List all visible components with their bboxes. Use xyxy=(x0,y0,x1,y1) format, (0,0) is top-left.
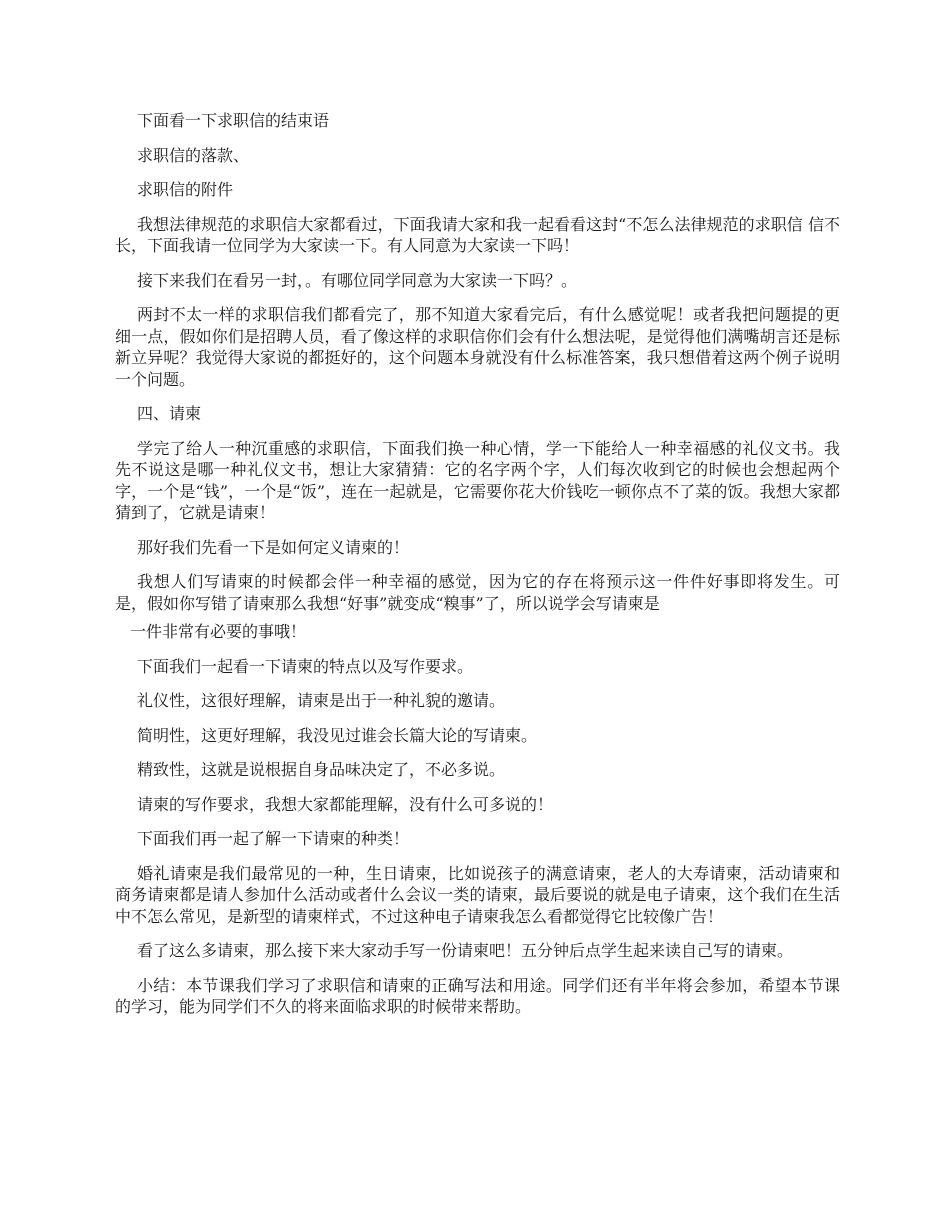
paragraph: 求职信的附件 xyxy=(137,180,234,199)
paragraph: 请柬的写作要求，我想大家都能理解，没有什么可多说的！ xyxy=(137,794,554,814)
paragraph: 礼仪性，这很好理解，请柬是出于一种礼貌的邀请。 xyxy=(137,691,506,710)
paragraph: 看了这么多请柬，那么接下来大家动手写一份请柬吧！五分钟后点学生起来读自己写的请柬。 xyxy=(137,941,794,960)
paragraph: 简明性，这更好理解，我没见过谁会长篇大论的写请柬。 xyxy=(137,725,538,745)
paragraph: 婚礼请柬是我们最常见的一种，生日请柬，比如说孩子的满意请柬，老人的大寿请柬，活动请柬和商务请柬都是请人参加什么活动或者什么会议一类的请柬，最后要说的就是电子请柬，这个我们在生活中不怎么常见，是新型的请柬样式，不过这种电子请柬我怎么看都觉得它比较像广告！ xyxy=(115,863,840,926)
paragraph: 我想人们写请柬的时候都会伴一种幸福的感觉，因为它的存在将预示这一件件好事即将发生。可是，假如你写错了请柬那么我想“好事”就变成“糗事”了，所以说学会写请柬是 xyxy=(115,572,840,613)
paragraph: 两封不太一样的求职信我们都看完了，那不知道大家看完后，有什么感觉呢！或者我把问题提的更细一点，假如你们是招聘人员，看了像这样的求职信你们会有什么想法呢，是觉得他们满嘴胡言还是标新立异呢？我觉得大家说的都挺好的，这个问题本身就没有什么标准答案，我只想借着这两个例子说明一个问题。 xyxy=(115,305,840,389)
paragraph: 下面我们再一起了解一下请柬的种类！ xyxy=(137,829,410,848)
paragraph: 下面我们一起看一下请柬的特点以及写作要求。 xyxy=(137,656,474,676)
paragraph: 学完了给人一种沉重感的求职信，下面我们换一种心情，学一下能给人一种幸福感的礼仪文书。我先不说这是哪一种礼仪文书，想让大家猜猜：它的名字两个字，人们每次收到它的时候也会想起两个字，一个是“钱”，一个是“饭”，连在一起就是，它需要你花大价钱吃一顿你点不了菜的饭。我想大家都猜到了，它就是请柬！ xyxy=(115,438,840,522)
paragraph: 我想法律规范的求职信大家都看过，下面我请大家和我一起看看这封“不怎么法律规范的求职信 信不长，下面我请一位同学为大家读一下。有人同意为大家读一下吗！ xyxy=(115,214,840,255)
paragraph: 精致性，这就是说根据自身品味决定了，不必多说。 xyxy=(137,760,506,779)
paragraph: 接下来我们在看另一封，。有哪位同学同意为大家读一下吗？。 xyxy=(137,270,578,290)
document-page xyxy=(115,110,840,1031)
paragraph: 一件非常有必要的事哦！ xyxy=(130,622,307,641)
paragraph: 下面看一下求职信的结束语 xyxy=(137,111,330,130)
paragraph: 求职信的落款、 xyxy=(137,145,250,165)
section-heading: 四、请柬 xyxy=(137,404,202,423)
paragraph: 小结：本节课我们学习了求职信和请柬的正确写法和用途。同学们还有半年将会参加，希望本节课的学习，能为同学们不久的将来面临求职的时候带来帮助。 xyxy=(115,975,840,1016)
paragraph: 那好我们先看一下是如何定义请柬的！ xyxy=(137,537,410,557)
